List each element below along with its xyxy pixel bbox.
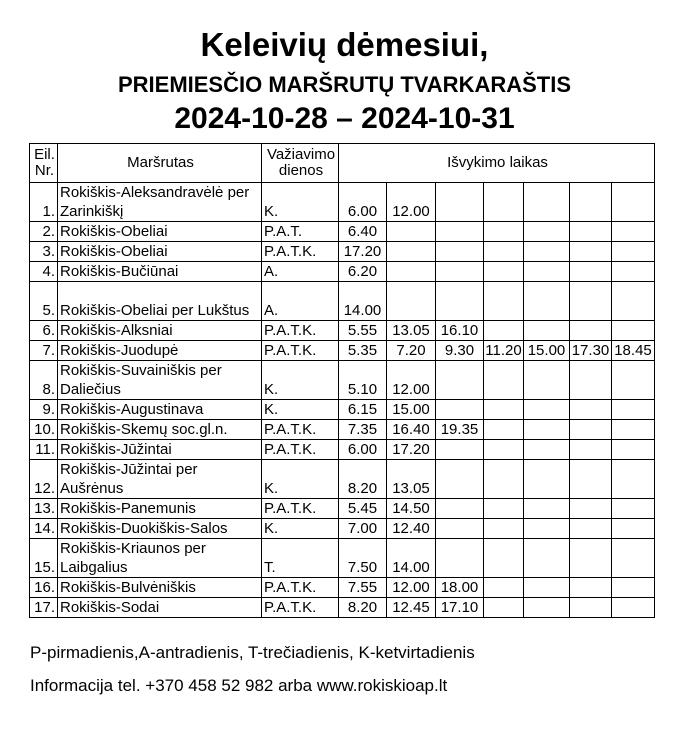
departure-time (612, 183, 655, 222)
departure-time (570, 578, 612, 598)
route-days: P.A.T.K. (262, 598, 339, 618)
departure-time: 15.00 (524, 341, 570, 361)
route-name: Rokiškis-Sodai (58, 598, 262, 618)
departure-time: 6.15 (339, 400, 387, 420)
table-row (30, 262, 655, 282)
departure-time (612, 578, 655, 598)
departure-time (570, 183, 612, 222)
route-name: Rokiškis-Kriaunos per Laibgalius (58, 539, 262, 578)
departure-time: 7.35 (339, 420, 387, 440)
departure-time (570, 321, 612, 341)
departure-time: 6.00 (339, 183, 387, 222)
departure-time: 5.55 (339, 321, 387, 341)
row-number: 15. (30, 539, 58, 578)
departure-time (612, 242, 655, 262)
route-days: K. (262, 361, 339, 400)
departure-time: 5.45 (339, 499, 387, 519)
table-row (30, 341, 655, 361)
table-row (30, 519, 655, 539)
departure-time (570, 598, 612, 618)
departure-time: 13.05 (387, 321, 436, 341)
departure-time: 12.00 (387, 183, 436, 222)
schedule-table (29, 143, 655, 618)
departure-time (612, 282, 655, 321)
departure-time: 12.00 (387, 361, 436, 400)
date-range: 2024-10-28 – 2024-10-31 (174, 102, 515, 135)
departure-time: 18.00 (436, 578, 484, 598)
departure-time (570, 262, 612, 282)
departure-time (570, 420, 612, 440)
row-number: 7. (30, 341, 58, 361)
departure-time (436, 499, 484, 519)
departure-time (484, 183, 524, 222)
departure-time: 7.00 (339, 519, 387, 539)
page-subtitle: PRIEMIESČIO MARŠRUTŲ TVARKARAŠTIS (117, 72, 572, 97)
departure-time (524, 519, 570, 539)
route-name: Rokiškis-Jūžintai (58, 440, 262, 460)
header-days: Važiavimo dienos (262, 144, 339, 183)
departure-time (570, 400, 612, 420)
page-title: Keleivių dėmesiui, (200, 26, 489, 63)
route-days: A. (262, 262, 339, 282)
row-number: 12. (30, 460, 58, 499)
departure-time (612, 598, 655, 618)
departure-time: 7.20 (387, 341, 436, 361)
route-name: Rokiškis-Suvainiškis per Daliečius (58, 361, 262, 400)
schedule-rows (30, 183, 655, 618)
departure-time: 14.50 (387, 499, 436, 519)
row-number: 10. (30, 420, 58, 440)
departure-time: 18.45 (612, 341, 655, 361)
departure-time: 13.05 (387, 460, 436, 499)
route-days: P.A.T.K. (262, 341, 339, 361)
departure-time (436, 183, 484, 222)
row-number: 6. (30, 321, 58, 341)
route-name: Rokiškis-Obeliai per Lukštus (58, 282, 262, 321)
departure-time (570, 361, 612, 400)
route-name: Rokiškis-Obeliai (58, 242, 262, 262)
route-name: Rokiškis-Bučiūnai (58, 262, 262, 282)
departure-time: 14.00 (387, 539, 436, 578)
departure-time (484, 598, 524, 618)
route-name: Rokiškis-Alksniai (58, 321, 262, 341)
departure-time: 9.30 (436, 341, 484, 361)
departure-time (484, 400, 524, 420)
departure-time: 5.10 (339, 361, 387, 400)
departure-time: 14.00 (339, 282, 387, 321)
route-days: K. (262, 183, 339, 222)
contact-info: Informacija tel. +370 458 52 982 arba www.rokiskioap.lt (30, 676, 448, 695)
departure-time (484, 519, 524, 539)
departure-time (484, 539, 524, 578)
departure-time (436, 242, 484, 262)
header-times: Išvykimo laikas (339, 144, 655, 183)
departure-time: 6.20 (339, 262, 387, 282)
departure-time (612, 361, 655, 400)
route-days: K. (262, 400, 339, 420)
route-days: T. (262, 539, 339, 578)
departure-time: 6.40 (339, 222, 387, 242)
row-number: 13. (30, 499, 58, 519)
route-days: P.A.T.K. (262, 242, 339, 262)
departure-time (484, 321, 524, 341)
route-name: Rokiškis-Skemų soc.gl.n. (58, 420, 262, 440)
departure-time (524, 420, 570, 440)
table-row (30, 282, 655, 321)
departure-time (524, 282, 570, 321)
departure-time (612, 262, 655, 282)
departure-time (484, 440, 524, 460)
table-row (30, 440, 655, 460)
departure-time (524, 460, 570, 499)
departure-time: 16.40 (387, 420, 436, 440)
row-number: 3. (30, 242, 58, 262)
departure-time (436, 262, 484, 282)
departure-time (524, 183, 570, 222)
row-number: 14. (30, 519, 58, 539)
route-name: Rokiškis-Juodupė (58, 341, 262, 361)
departure-time (484, 361, 524, 400)
table-row (30, 578, 655, 598)
row-number: 11. (30, 440, 58, 460)
departure-time: 8.20 (339, 598, 387, 618)
table-row (30, 539, 655, 578)
departure-time (612, 400, 655, 420)
row-number: 4. (30, 262, 58, 282)
departure-time (570, 282, 612, 321)
departure-time (387, 222, 436, 242)
route-name: Rokiškis-Obeliai (58, 222, 262, 242)
departure-time (612, 539, 655, 578)
route-days: K. (262, 519, 339, 539)
departure-time (436, 519, 484, 539)
departure-time (612, 321, 655, 341)
departure-time (570, 242, 612, 262)
departure-time (524, 598, 570, 618)
route-days: K. (262, 460, 339, 499)
route-name: Rokiškis-Augustinava (58, 400, 262, 420)
departure-time (436, 440, 484, 460)
departure-time (524, 262, 570, 282)
departure-time (612, 499, 655, 519)
table-row (30, 183, 655, 222)
row-number: 17. (30, 598, 58, 618)
route-days: P.A.T.K. (262, 440, 339, 460)
route-days: A. (262, 282, 339, 321)
departure-time (612, 222, 655, 242)
table-row (30, 420, 655, 440)
departure-time (484, 222, 524, 242)
table-row (30, 499, 655, 519)
departure-time: 7.50 (339, 539, 387, 578)
departure-time: 8.20 (339, 460, 387, 499)
departure-time: 12.45 (387, 598, 436, 618)
departure-time (387, 282, 436, 321)
departure-time (570, 499, 612, 519)
route-name: Rokiškis-Aleksandravėlė per Zarinkiškį (58, 183, 262, 222)
header-nr: Eil. Nr. (30, 144, 58, 183)
departure-time (524, 440, 570, 460)
route-days: P.A.T.K. (262, 499, 339, 519)
row-number: 9. (30, 400, 58, 420)
table-row (30, 242, 655, 262)
departure-time: 5.35 (339, 341, 387, 361)
departure-time (524, 578, 570, 598)
route-days: P.A.T.K. (262, 321, 339, 341)
departure-time (612, 420, 655, 440)
table-row (30, 222, 655, 242)
departure-time (524, 400, 570, 420)
departure-time (484, 282, 524, 321)
departure-time (524, 361, 570, 400)
departure-time (570, 440, 612, 460)
table-row (30, 460, 655, 499)
row-number: 5. (30, 282, 58, 321)
header-route: Maršrutas (58, 144, 262, 183)
departure-time (436, 539, 484, 578)
departure-time (570, 519, 612, 539)
row-number: 2. (30, 222, 58, 242)
departure-time (570, 539, 612, 578)
departure-time (524, 539, 570, 578)
route-name: Rokiškis-Jūžintai per Aušrėnus (58, 460, 262, 499)
departure-time (484, 242, 524, 262)
departure-time: 15.00 (387, 400, 436, 420)
row-number: 8. (30, 361, 58, 400)
table-row (30, 598, 655, 618)
departure-time (570, 460, 612, 499)
departure-time (436, 460, 484, 499)
departure-time (484, 460, 524, 499)
row-number: 16. (30, 578, 58, 598)
departure-time (612, 460, 655, 499)
departure-time: 17.20 (387, 440, 436, 460)
departure-time: 17.30 (570, 341, 612, 361)
departure-time: 16.10 (436, 321, 484, 341)
departure-time: 12.40 (387, 519, 436, 539)
route-days: P.A.T.K. (262, 578, 339, 598)
table-row (30, 321, 655, 341)
departure-time (387, 242, 436, 262)
departure-time (436, 282, 484, 321)
departure-time (612, 519, 655, 539)
route-days: P.A.T.K. (262, 420, 339, 440)
route-name: Rokiškis-Bulvėniškis (58, 578, 262, 598)
departure-time (436, 400, 484, 420)
departure-time (484, 420, 524, 440)
departure-time (436, 361, 484, 400)
departure-time (524, 321, 570, 341)
row-number: 1. (30, 183, 58, 222)
departure-time (524, 499, 570, 519)
departure-time: 17.20 (339, 242, 387, 262)
departure-time: 17.10 (436, 598, 484, 618)
route-name: Rokiškis-Panemunis (58, 499, 262, 519)
route-days: P.A.T. (262, 222, 339, 242)
departure-time: 11.20 (485, 342, 522, 359)
departure-time (570, 222, 612, 242)
departure-time: 12.00 (387, 578, 436, 598)
departure-time (484, 262, 524, 282)
departure-time: 7.55 (339, 578, 387, 598)
departure-time (524, 222, 570, 242)
departure-time: 19.35 (436, 420, 484, 440)
departure-time (612, 440, 655, 460)
departure-time (524, 242, 570, 262)
departure-time: 6.00 (339, 440, 387, 460)
table-row (30, 400, 655, 420)
departure-time (484, 578, 524, 598)
departure-time (436, 222, 484, 242)
departure-time (484, 499, 524, 519)
table-row (30, 361, 655, 400)
days-legend: P-pirmadienis,A-antradienis, T-trečiadienis, K-ketvirtadienis (30, 643, 475, 662)
departure-time (387, 262, 436, 282)
route-name: Rokiškis-Duokiškis-Salos (58, 519, 262, 539)
